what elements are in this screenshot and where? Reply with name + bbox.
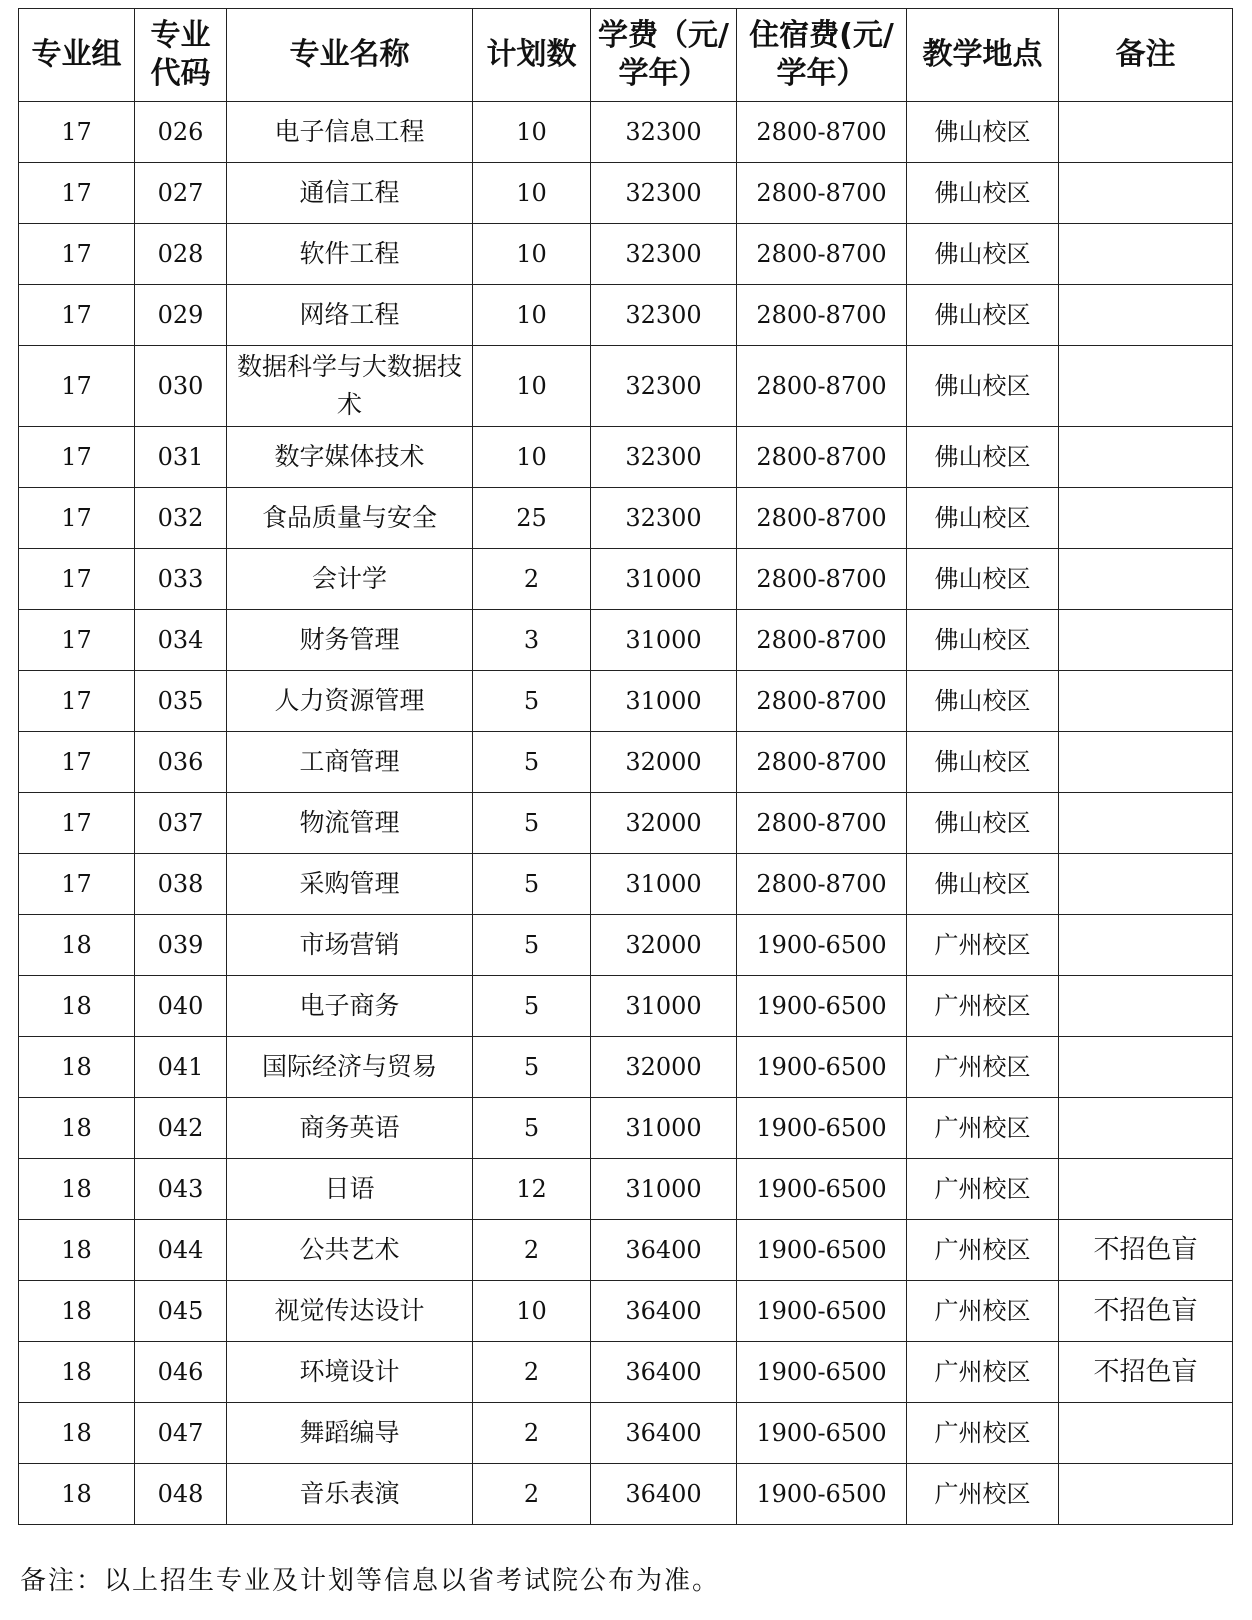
cell-group: 17 xyxy=(19,549,135,610)
table-row xyxy=(19,1403,1233,1464)
cell-remark xyxy=(1059,854,1233,915)
cell-tuition: 32300 xyxy=(591,285,737,346)
cell-group: 17 xyxy=(19,854,135,915)
cell-major-name: 电子商务 xyxy=(227,976,473,1037)
cell-code: 041 xyxy=(135,1037,227,1098)
cell-tuition: 31000 xyxy=(591,854,737,915)
cell-tuition: 31000 xyxy=(591,549,737,610)
cell-group: 17 xyxy=(19,163,135,224)
cell-tuition: 32000 xyxy=(591,1037,737,1098)
cell-major-name: 音乐表演 xyxy=(227,1464,473,1525)
table-row xyxy=(19,915,1233,976)
cell-campus: 佛山校区 xyxy=(907,285,1059,346)
cell-campus: 佛山校区 xyxy=(907,610,1059,671)
header-group: 专业组 xyxy=(19,9,135,102)
cell-group: 17 xyxy=(19,793,135,854)
cell-group: 18 xyxy=(19,1098,135,1159)
cell-major-name: 日语 xyxy=(227,1159,473,1220)
cell-accommodation: 2800-8700 xyxy=(737,488,907,549)
table-row xyxy=(19,1464,1233,1525)
cell-remark: 不招色盲 xyxy=(1059,1220,1233,1281)
cell-tuition: 32300 xyxy=(591,102,737,163)
cell-accommodation: 1900-6500 xyxy=(737,915,907,976)
admission-plan-table-container xyxy=(18,8,1232,1525)
table-row xyxy=(19,1342,1233,1403)
cell-major-name: 舞蹈编导 xyxy=(227,1403,473,1464)
cell-accommodation: 2800-8700 xyxy=(737,285,907,346)
cell-major-name: 数据科学与大数据技术 xyxy=(227,346,473,427)
cell-plan-count: 5 xyxy=(473,854,591,915)
cell-tuition: 31000 xyxy=(591,976,737,1037)
cell-remark xyxy=(1059,1403,1233,1464)
cell-code: 046 xyxy=(135,1342,227,1403)
table-row xyxy=(19,1098,1233,1159)
cell-code: 034 xyxy=(135,610,227,671)
cell-major-name: 人力资源管理 xyxy=(227,671,473,732)
cell-plan-count: 10 xyxy=(473,427,591,488)
cell-code: 038 xyxy=(135,854,227,915)
cell-code: 039 xyxy=(135,915,227,976)
cell-plan-count: 5 xyxy=(473,915,591,976)
cell-plan-count: 5 xyxy=(473,976,591,1037)
cell-remark xyxy=(1059,1159,1233,1220)
table-row xyxy=(19,102,1233,163)
cell-code: 047 xyxy=(135,1403,227,1464)
cell-code: 042 xyxy=(135,1098,227,1159)
table-body xyxy=(19,102,1233,1525)
cell-plan-count: 25 xyxy=(473,488,591,549)
table-row xyxy=(19,976,1233,1037)
cell-campus: 广州校区 xyxy=(907,1159,1059,1220)
cell-campus: 佛山校区 xyxy=(907,163,1059,224)
cell-campus: 佛山校区 xyxy=(907,854,1059,915)
table-row xyxy=(19,224,1233,285)
table-row xyxy=(19,1220,1233,1281)
cell-remark xyxy=(1059,732,1233,793)
cell-campus: 佛山校区 xyxy=(907,102,1059,163)
table-row xyxy=(19,346,1233,427)
cell-tuition: 32000 xyxy=(591,915,737,976)
cell-group: 18 xyxy=(19,1037,135,1098)
cell-major-name: 会计学 xyxy=(227,549,473,610)
footnote: 备注：以上招生专业及计划等信息以省考试院公布为准。 xyxy=(20,1566,721,1596)
cell-accommodation: 2800-8700 xyxy=(737,732,907,793)
cell-remark xyxy=(1059,1098,1233,1159)
cell-group: 17 xyxy=(19,102,135,163)
cell-major-name: 国际经济与贸易 xyxy=(227,1037,473,1098)
cell-code: 044 xyxy=(135,1220,227,1281)
cell-campus: 广州校区 xyxy=(907,1464,1059,1525)
cell-plan-count: 2 xyxy=(473,1342,591,1403)
cell-plan-count: 10 xyxy=(473,346,591,427)
cell-group: 18 xyxy=(19,1281,135,1342)
cell-tuition: 32300 xyxy=(591,346,737,427)
cell-code: 048 xyxy=(135,1464,227,1525)
cell-plan-count: 10 xyxy=(473,224,591,285)
cell-group: 17 xyxy=(19,224,135,285)
cell-campus: 广州校区 xyxy=(907,1037,1059,1098)
cell-code: 027 xyxy=(135,163,227,224)
cell-accommodation: 2800-8700 xyxy=(737,854,907,915)
cell-accommodation: 2800-8700 xyxy=(737,346,907,427)
cell-tuition: 32300 xyxy=(591,488,737,549)
cell-campus: 佛山校区 xyxy=(907,732,1059,793)
cell-group: 18 xyxy=(19,1403,135,1464)
cell-plan-count: 2 xyxy=(473,1403,591,1464)
cell-major-name: 商务英语 xyxy=(227,1098,473,1159)
header-plan-count: 计划数 xyxy=(473,9,591,102)
cell-accommodation: 1900-6500 xyxy=(737,1281,907,1342)
cell-remark xyxy=(1059,976,1233,1037)
header-campus: 教学地点 xyxy=(907,9,1059,102)
cell-campus: 广州校区 xyxy=(907,1281,1059,1342)
cell-accommodation: 2800-8700 xyxy=(737,793,907,854)
cell-tuition: 31000 xyxy=(591,671,737,732)
cell-group: 17 xyxy=(19,346,135,427)
cell-accommodation: 1900-6500 xyxy=(737,976,907,1037)
cell-accommodation: 2800-8700 xyxy=(737,671,907,732)
cell-major-name: 数字媒体技术 xyxy=(227,427,473,488)
cell-group: 18 xyxy=(19,976,135,1037)
cell-accommodation: 2800-8700 xyxy=(737,549,907,610)
cell-tuition: 36400 xyxy=(591,1281,737,1342)
cell-plan-count: 5 xyxy=(473,1098,591,1159)
cell-code: 037 xyxy=(135,793,227,854)
cell-remark xyxy=(1059,427,1233,488)
cell-major-name: 采购管理 xyxy=(227,854,473,915)
cell-campus: 佛山校区 xyxy=(907,793,1059,854)
cell-major-name: 财务管理 xyxy=(227,610,473,671)
cell-tuition: 32300 xyxy=(591,163,737,224)
cell-major-name: 网络工程 xyxy=(227,285,473,346)
cell-remark xyxy=(1059,285,1233,346)
cell-remark xyxy=(1059,915,1233,976)
cell-code: 028 xyxy=(135,224,227,285)
cell-tuition: 32000 xyxy=(591,732,737,793)
cell-accommodation: 1900-6500 xyxy=(737,1098,907,1159)
cell-plan-count: 12 xyxy=(473,1159,591,1220)
cell-code: 040 xyxy=(135,976,227,1037)
cell-major-name: 公共艺术 xyxy=(227,1220,473,1281)
cell-plan-count: 5 xyxy=(473,671,591,732)
cell-remark xyxy=(1059,224,1233,285)
header-tuition: 学费（元/学年） xyxy=(591,9,737,102)
cell-accommodation: 1900-6500 xyxy=(737,1342,907,1403)
cell-tuition: 36400 xyxy=(591,1403,737,1464)
cell-remark: 不招色盲 xyxy=(1059,1281,1233,1342)
cell-tuition: 31000 xyxy=(591,1159,737,1220)
cell-campus: 广州校区 xyxy=(907,1403,1059,1464)
cell-accommodation: 1900-6500 xyxy=(737,1159,907,1220)
cell-group: 18 xyxy=(19,1159,135,1220)
table-row xyxy=(19,793,1233,854)
cell-code: 035 xyxy=(135,671,227,732)
cell-remark xyxy=(1059,610,1233,671)
table-row xyxy=(19,1159,1233,1220)
cell-campus: 佛山校区 xyxy=(907,427,1059,488)
cell-remark xyxy=(1059,488,1233,549)
cell-campus: 佛山校区 xyxy=(907,488,1059,549)
cell-group: 18 xyxy=(19,1342,135,1403)
cell-code: 031 xyxy=(135,427,227,488)
table-row xyxy=(19,549,1233,610)
table-row xyxy=(19,427,1233,488)
table-row xyxy=(19,854,1233,915)
cell-accommodation: 2800-8700 xyxy=(737,224,907,285)
cell-major-name: 环境设计 xyxy=(227,1342,473,1403)
cell-remark xyxy=(1059,163,1233,224)
cell-group: 18 xyxy=(19,1220,135,1281)
cell-code: 033 xyxy=(135,549,227,610)
cell-group: 17 xyxy=(19,732,135,793)
header-remark: 备注 xyxy=(1059,9,1233,102)
cell-accommodation: 1900-6500 xyxy=(737,1403,907,1464)
cell-remark xyxy=(1059,549,1233,610)
cell-plan-count: 10 xyxy=(473,163,591,224)
cell-code: 026 xyxy=(135,102,227,163)
cell-code: 043 xyxy=(135,1159,227,1220)
table-row xyxy=(19,285,1233,346)
cell-accommodation: 2800-8700 xyxy=(737,610,907,671)
cell-campus: 广州校区 xyxy=(907,915,1059,976)
cell-group: 18 xyxy=(19,1464,135,1525)
table-row xyxy=(19,1037,1233,1098)
table-row xyxy=(19,610,1233,671)
cell-remark xyxy=(1059,671,1233,732)
cell-plan-count: 10 xyxy=(473,285,591,346)
cell-major-name: 食品质量与安全 xyxy=(227,488,473,549)
cell-accommodation: 2800-8700 xyxy=(737,163,907,224)
cell-accommodation: 2800-8700 xyxy=(737,102,907,163)
cell-accommodation: 1900-6500 xyxy=(737,1220,907,1281)
cell-remark: 不招色盲 xyxy=(1059,1342,1233,1403)
cell-code: 032 xyxy=(135,488,227,549)
cell-remark xyxy=(1059,1037,1233,1098)
header-code: 专业代码 xyxy=(135,9,227,102)
cell-campus: 佛山校区 xyxy=(907,549,1059,610)
cell-tuition: 36400 xyxy=(591,1464,737,1525)
cell-major-name: 市场营销 xyxy=(227,915,473,976)
table-row xyxy=(19,732,1233,793)
cell-plan-count: 2 xyxy=(473,549,591,610)
cell-campus: 佛山校区 xyxy=(907,346,1059,427)
table-row xyxy=(19,163,1233,224)
cell-tuition: 32300 xyxy=(591,224,737,285)
table-row xyxy=(19,671,1233,732)
cell-tuition: 31000 xyxy=(591,1098,737,1159)
cell-accommodation: 1900-6500 xyxy=(737,1464,907,1525)
cell-code: 029 xyxy=(135,285,227,346)
cell-major-name: 软件工程 xyxy=(227,224,473,285)
cell-remark xyxy=(1059,1464,1233,1525)
cell-group: 18 xyxy=(19,915,135,976)
cell-group: 17 xyxy=(19,610,135,671)
cell-code: 030 xyxy=(135,346,227,427)
cell-tuition: 32300 xyxy=(591,427,737,488)
cell-campus: 广州校区 xyxy=(907,1342,1059,1403)
cell-group: 17 xyxy=(19,427,135,488)
cell-plan-count: 2 xyxy=(473,1464,591,1525)
cell-campus: 佛山校区 xyxy=(907,224,1059,285)
cell-plan-count: 5 xyxy=(473,793,591,854)
cell-tuition: 31000 xyxy=(591,610,737,671)
cell-group: 17 xyxy=(19,671,135,732)
cell-major-name: 电子信息工程 xyxy=(227,102,473,163)
cell-campus: 佛山校区 xyxy=(907,671,1059,732)
cell-plan-count: 2 xyxy=(473,1220,591,1281)
cell-plan-count: 5 xyxy=(473,732,591,793)
cell-tuition: 32000 xyxy=(591,793,737,854)
cell-tuition: 36400 xyxy=(591,1342,737,1403)
cell-code: 045 xyxy=(135,1281,227,1342)
cell-plan-count: 5 xyxy=(473,1037,591,1098)
cell-major-name: 工商管理 xyxy=(227,732,473,793)
table-row xyxy=(19,1281,1233,1342)
header-accommodation: 住宿费(元/学年） xyxy=(737,9,907,102)
cell-group: 17 xyxy=(19,285,135,346)
admission-plan-table xyxy=(18,8,1233,1525)
cell-plan-count: 10 xyxy=(473,102,591,163)
cell-remark xyxy=(1059,102,1233,163)
cell-tuition: 36400 xyxy=(591,1220,737,1281)
cell-plan-count: 10 xyxy=(473,1281,591,1342)
cell-code: 036 xyxy=(135,732,227,793)
cell-campus: 广州校区 xyxy=(907,976,1059,1037)
header-major-name: 专业名称 xyxy=(227,9,473,102)
cell-accommodation: 1900-6500 xyxy=(737,1037,907,1098)
cell-major-name: 视觉传达设计 xyxy=(227,1281,473,1342)
cell-group: 17 xyxy=(19,488,135,549)
table-row xyxy=(19,488,1233,549)
table-header-row xyxy=(19,9,1233,102)
cell-plan-count: 3 xyxy=(473,610,591,671)
cell-remark xyxy=(1059,346,1233,427)
cell-accommodation: 2800-8700 xyxy=(737,427,907,488)
cell-remark xyxy=(1059,793,1233,854)
cell-campus: 广州校区 xyxy=(907,1220,1059,1281)
cell-major-name: 通信工程 xyxy=(227,163,473,224)
cell-campus: 广州校区 xyxy=(907,1098,1059,1159)
cell-major-name: 物流管理 xyxy=(227,793,473,854)
